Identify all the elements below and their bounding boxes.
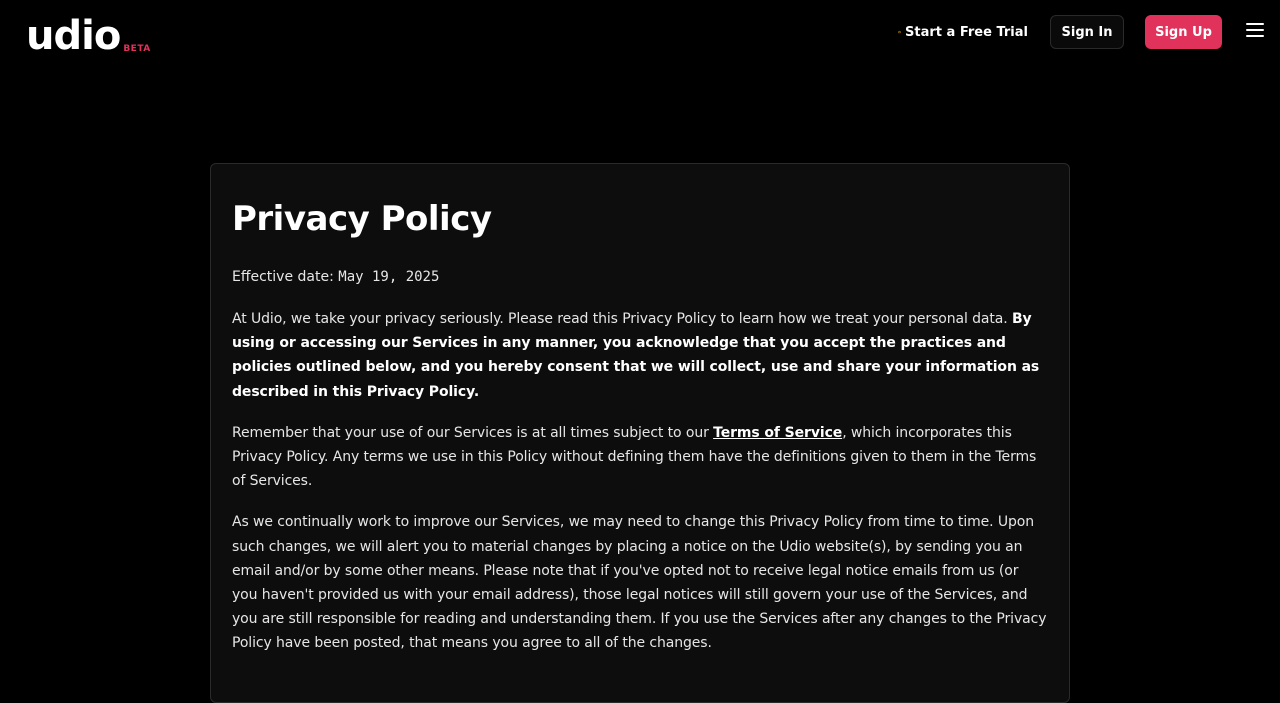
sign-up-button[interactable]: Sign Up <box>1145 15 1222 49</box>
effective-date <box>232 265 1048 289</box>
crown-icon <box>898 26 901 38</box>
start-free-trial-button[interactable] <box>898 15 1028 49</box>
effective-date-value: May 19, 2025 <box>338 269 440 285</box>
intro-bold-text: By using or accessing our Services in any manner, you acknowledge that you accept the practices and policies outlined below, and you hereby consent that we will collect, use and share your information as described in this Privacy Policy. <box>232 311 1040 400</box>
terms-paragraph <box>232 421 1048 494</box>
page-title: Privacy Policy <box>232 199 492 239</box>
logo-wordmark: udio <box>26 13 121 59</box>
intro-text: At Udio, we take your privacy seriously. Please read this Privacy Policy to learn how we treat your personal data. <box>232 311 1012 327</box>
terms-text-after: , which incorporates this Privacy Policy. Any terms we use in this Policy without defining them have the definitions given to them in the Terms of Services. <box>232 424 1037 490</box>
effective-date-label: Effective date: <box>232 269 339 285</box>
privacy-policy-card <box>210 163 1070 703</box>
terms-text-before: Remember that your use of our Services is at all times subject to our <box>232 424 714 441</box>
top-navigation <box>0 0 1280 64</box>
beta-badge: BETA <box>123 44 151 54</box>
changes-paragraph: As we continually work to improve our Services, we may need to change this Privacy Policy from time to time. Upon such changes, we will alert you to material changes by placing a notice on the Udio website(s), by sending you an email and/or by some other means. Please note that if you've opted not to receive legal notice emails from us (or you haven't provided us with your email address), those legal notices will still govern your use of the Services, and you are still responsible for reading and understanding them. If you use the Services after any changes to the Privacy Policy have been posted, that means you agree to all of the changes. <box>232 514 1047 652</box>
intro-paragraph <box>232 307 1048 404</box>
terms-of-service-link[interactable]: Terms of Service <box>713 424 843 441</box>
sign-in-button[interactable]: Sign In <box>1050 15 1124 49</box>
hamburger-menu-icon[interactable] <box>1246 23 1264 39</box>
udio-logo[interactable] <box>26 12 151 59</box>
start-free-trial-label: Start a Free Trial <box>905 24 1028 40</box>
